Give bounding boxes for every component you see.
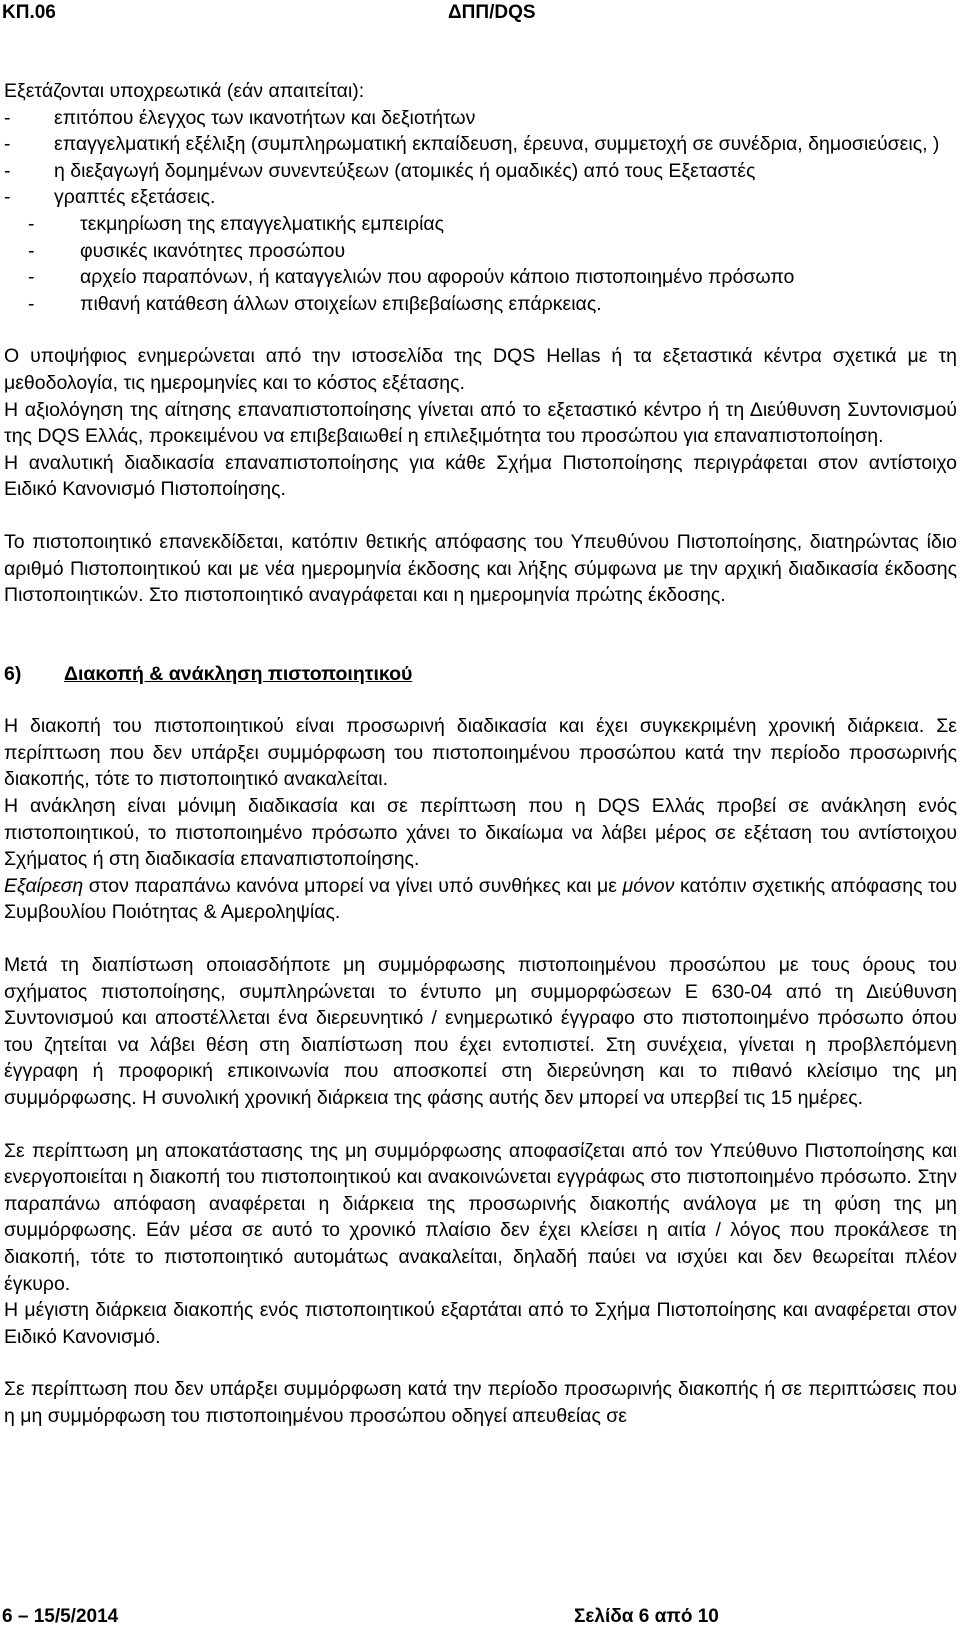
section-heading — [4, 661, 957, 688]
list-item: - αρχείο παραπόνων, ή καταγγελιών που αφορούν κάποιο πιστοποιημένο πρόσωπο — [28, 266, 795, 289]
paragraph-exception: Εξαίρεση στον παραπάνω κανόνα μπορεί να γίνει υπό συνθήκες και με μόνον κατόπιν σχετικής απόφασης του Συμβουλίου Ποιότητας & Αμεροληψίας. — [4, 874, 958, 924]
paragraph-reissue: Το πιστοποιητικό επανεκδίδεται, κατόπιν θετικής απόφασης του Υπευθύνου Πιστοποίησης, διατηρώντας ίδιο αριθμό Πιστοποιητικού και με νέα ημερομηνία έκδοσης και λήξης σύμφωνα με την αρχική διαδικασία έκδοσης Πιστοποιητικών. Στο πιστοποιητικό αναγράφεται και η ημερομηνία πρώτης έκδοσης. — [4, 530, 957, 607]
paragraph-revocation: Η ανάκληση είναι μόνιμη διαδικασία και σε περίπτωση που η DQS Ελλάς προβεί σε ανάκληση ενός πιστοποιητικού, το πιστοποιημένο πρόσωπο χάνει το δικαίωμα να λάβει μέρος σε εξέταση του αντίστοιχου Σχήματος ή στη διαδικασία επαναπιστοποίησης. — [4, 795, 957, 871]
page-header — [0, 2, 960, 28]
paragraph-continued: Σε περίπτωση που δεν υπάρξει συμμόρφωση κατά την περίοδο προσωρινής διακοπής ή σε περιπτώσεις που η μη συμμόρφωση του πιστοποιημένου προσώπου οδηγεί απευθείας σε — [4, 1378, 957, 1427]
spacer — [4, 687, 957, 713]
spacer — [4, 317, 957, 343]
revision-date: 6 – 15/5/2014 — [2, 1606, 119, 1627]
additional-checks-list — [4, 211, 957, 317]
section-title: Διακοπή & ανάκληση πιστοποιητικού — [64, 662, 413, 685]
document-body — [4, 78, 957, 1430]
list-item: - τεκμηρίωση της επαγγελματικής εμπειρίας — [28, 212, 445, 235]
mandatory-checks-list — [4, 105, 957, 211]
section-number: 6) — [4, 662, 22, 685]
list-item: - επιτόπου έλεγχος των ικανοτήτων και δεξιοτήτων — [4, 106, 476, 129]
spacer — [4, 503, 957, 529]
paragraph-procedure: Η αναλυτική διαδικασία επαναπιστοποίησης για κάθε Σχήμα Πιστοποίησης περιγράφεται στον αντίστοιχο Ειδικό Κανονισμό Πιστοποίησης. — [4, 451, 957, 501]
intro-line: Εξετάζονται υποχρεωτικά (εάν απαιτείται): — [4, 80, 365, 102]
list-item: - πιθανή κατάθεση άλλων στοιχείων επιβεβαίωσης επάρκειας. — [28, 292, 602, 315]
spacer — [4, 609, 957, 661]
paragraph-max-duration: Η μέγιστη διάρκεια διακοπής ενός πιστοποιητικού εξαρτάται από το Σχήμα Πιστοποίησης και αναφέρεται στον Ειδικό Κανονισμό. — [4, 1299, 957, 1348]
document-code: ΚΠ.06 — [2, 2, 56, 23]
spacer — [4, 1350, 957, 1376]
department-code: ΔΠΠ/DQS — [448, 2, 536, 23]
paragraph-candidate-info: Ο υποψήφιος ενημερώνεται από την ιστοσελίδα της DQS Hellas ή τα εξεταστικά κέντρα σχετικά με τη μεθοδολογία, τις ημερομηνίες και το κόστος εξέτασης. — [4, 345, 957, 394]
list-item: - η διεξαγωγή δομημένων συνεντεύξεων (ατομικές ή ομαδικές) από τους Εξεταστές — [4, 159, 756, 182]
list-item: - γραπτές εξετάσεις. — [4, 186, 216, 209]
page-number: Σελίδα 6 από 10 — [574, 1606, 719, 1627]
paragraph-non-restoration: Σε περίπτωση μη αποκατάστασης της μη συμμόρφωσης αποφασίζεται από τον Υπεύθυνο Πιστοποίησης και ενεργοποιείται η διακοπή του πιστοποιητικού και ανακοινώνεται εγγράφως στο πιστοποιημένο πρόσωπο. Στην παραπάνω απόφαση αναφέρεται η διάρκεια της προσωρινής διακοπής ανάλογα με τη φύση της μη συμμόρφωσης. Εάν μέσα σε αυτό το χρονικό πλαίσιο δεν έχει κλείσει η αιτία / λόγος που προκάλεσε τη διακοπή, τότε το πιστοποιητικό αυτομάτως ανακαλείται, δηλαδή παύει να ισχύει και δεν θεωρείται πλέον έγκυρο. — [4, 1139, 957, 1295]
paragraph-suspension: Η διακοπή του πιστοποιητικού είναι προσωρινή διαδικασία και έχει συγκεκριμένη χρονική διάρκεια. Σε περίπτωση που δεν υπάρξει συμμόρφωση του πιστοποιημένου προσώπου κατά την περίοδο προσωρινής διακοπής, τότε το πιστοποιητικό ανακαλείται. — [4, 715, 957, 791]
paragraph-evaluation: Η αξιολόγηση της αίτησης επαναπιστοποίησης γίνεται από το εξεταστικό κέντρο ή τη Διεύθυνση Συντονισμού της DQS Ελλάς, προκειμένου να επιβεβαιωθεί η επιλεξιμότητα του προσώπου για επαναπιστοποίηση. — [4, 398, 957, 448]
spacer — [4, 1112, 957, 1138]
list-item: - επαγγελματική εξέλιξη (συμπληρωματική εκπαίδευση, έρευνα, συμμετοχή σε συνέδρια, δημοσιεύσεις, ) — [4, 133, 940, 156]
paragraph-nonconformity: Μετά τη διαπίστωση οποιασδήποτε μη συμμόρφωσης πιστοποιημένου προσώπου με τους όρους του σχήματος πιστοποίησης, συμπληρώνεται το έντυπο μη συμμορφώσεων Ε 630-04 από τη Διεύθυνση Συντονισμού και αποστέλλεται ένα διερευνητικό / ενημερωτικό έγγραφο στο πιστοποιημένο πρόσωπο όπου του ζητείται να λάβει θέση στη διαπίστωση που έχει εντοπιστεί. Στη συνέχεια, γίνεται η προβλεπόμενη έγγραφη ή προφορική επικοινωνία που αποσκοπεί στη διερεύνηση και το πιθανό κλείσιμο της μη συμμόρφωσης. Η συνολική χρονική διάρκεια της φάσης αυτής δεν μπορεί να υπερβεί τις 15 ημέρες. — [4, 954, 957, 1109]
list-item: - φυσικές ικανότητες προσώπου — [28, 239, 346, 262]
spacer — [4, 926, 957, 952]
